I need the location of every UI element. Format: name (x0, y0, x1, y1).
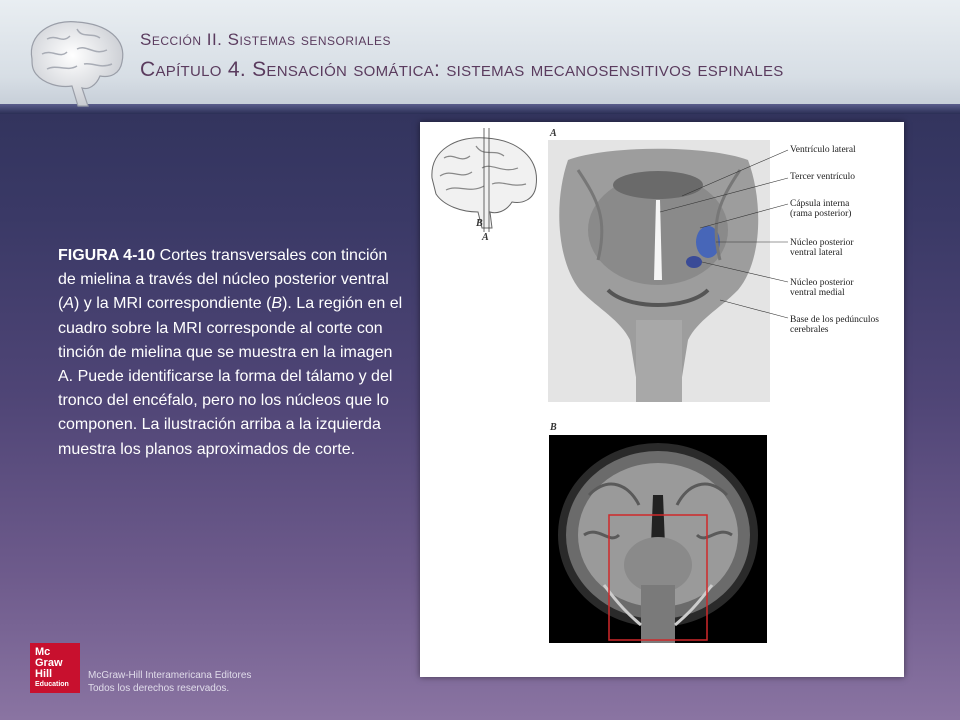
plane-a-label: A (482, 232, 489, 243)
label-rama-posterior: (rama posterior) (790, 209, 852, 219)
panel-a-letter: A (550, 128, 557, 139)
footer-text (88, 669, 251, 695)
plane-b-label: B (476, 218, 483, 229)
header-band (0, 104, 960, 114)
label-leader-lines (420, 122, 904, 422)
panel-b-letter: B (550, 422, 557, 433)
label-ventriculo-lateral: Ventrículo lateral (790, 145, 856, 155)
caption-em-a: A (63, 295, 74, 313)
label-ventral-medial: ventral medial (790, 288, 845, 298)
logo-line: Graw (35, 657, 63, 669)
label-cerebrales: cerebrales (790, 325, 829, 335)
caption-text: ) y la MRI correspondiente ( (74, 295, 272, 313)
label-nucleo-vpm: Núcleo posterior (790, 278, 854, 288)
label-ventral-lateral: ventral lateral (790, 248, 843, 258)
caption-text: ). La región en el cuadro sobre la MRI corresponde al corte con tinción de mielina que se muestra en la imagen A. Puede identificarse la forma del tálamo y del tronco del encéfalo, pero no los núcleos que lo componen. La ilustración arriba a la izquierda muestra los planos aproximados de corte. (58, 295, 403, 458)
logo-line: Mc (35, 646, 51, 658)
brain-logo-icon (22, 14, 132, 109)
label-nucleo-vpl: Núcleo posterior (790, 238, 854, 248)
label-base-pedunculos: Base de los pedúnculos (790, 315, 879, 325)
figure-panel (420, 122, 904, 677)
chapter-title: Capítulo 4. Sensación somática: sistemas mecanosensitivos espinales (140, 58, 784, 81)
caption-text: Cortes transversales con tinción de mielina a través del núcleo posterior ventral ( (58, 247, 389, 313)
caption-em-b: B (271, 295, 283, 313)
section-title: Sección II. Sistemas sensoriales (140, 30, 392, 49)
figure-label: FIGURA 4-10 (58, 247, 156, 264)
publisher-name: McGraw-Hill Interamericana Editores (88, 670, 252, 681)
label-capsula-interna: Cápsula interna (790, 199, 850, 209)
mcgraw-hill-logo (30, 643, 80, 693)
label-tercer-ventriculo: Tercer ventrículo (790, 172, 856, 182)
logo-line: Hill (35, 668, 53, 680)
logo-line: Education (35, 681, 69, 688)
header-bar (0, 0, 960, 110)
rights-text: Todos los derechos reservados. (88, 683, 230, 694)
mri-image (549, 435, 767, 643)
figure-caption (58, 244, 403, 462)
